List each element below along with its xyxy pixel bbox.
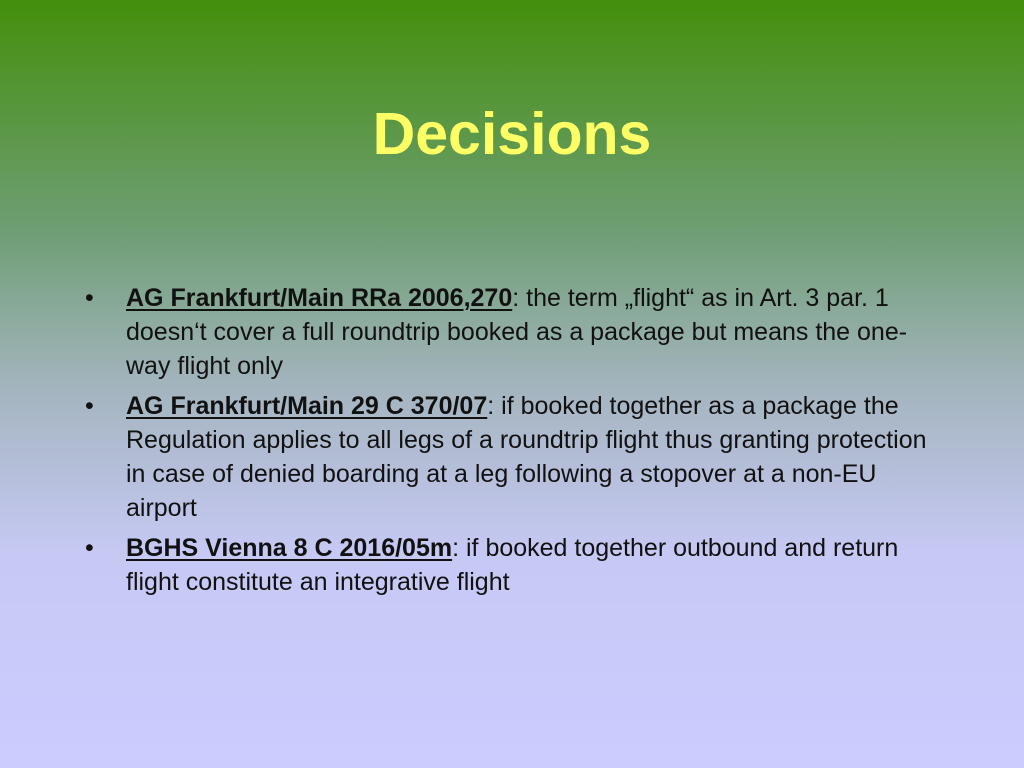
bullet-list [85,281,935,605]
bullet-text: if booked together outbound and return flight constitute an integrative flight [126,534,899,596]
bullet-text: if booked together as a package the Regulation applies to all legs of a roundtrip flight thus granting protection in case of denied boarding at a leg following a stopover at a non-EU airport [126,392,927,522]
bullet-dot-icon: • [85,284,94,312]
case-separator: : [452,534,460,562]
case-reference: BGHS Vienna 8 C 2016/05m [126,534,453,562]
bullet-dot-icon: • [85,534,94,562]
case-reference: AG Frankfurt/Main RRa 2006,270 [126,284,513,312]
bullet-item-2 [85,389,935,525]
bullet-text: the term „flight“ as in Art. 3 par. 1 doesn‘t cover a full roundtrip booked as a package but means the one-way flight only [126,284,908,380]
bullet-item-3 [85,531,935,599]
case-reference: AG Frankfurt/Main 29 C 370/07 [126,392,488,420]
case-separator: : [487,392,495,420]
case-separator: : [512,284,520,312]
bullet-dot-icon: • [85,392,94,420]
bullet-item-1 [85,281,935,383]
slide-title: Decisions [372,101,652,167]
